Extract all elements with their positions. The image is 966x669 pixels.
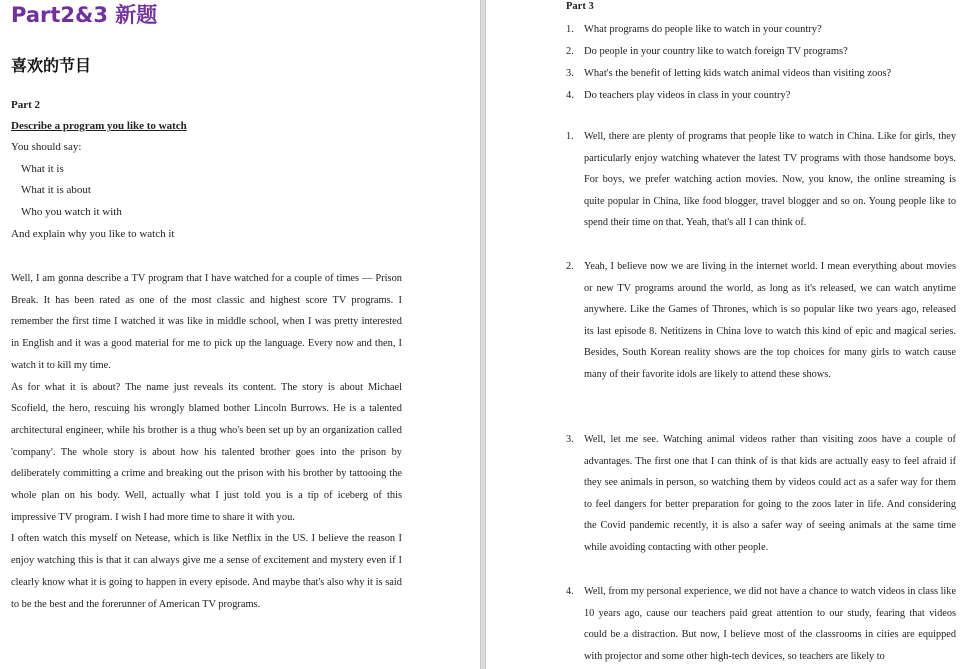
part3-answer-4 [566,581,956,667]
question-text: What programs do people like to watch in your country? [584,24,822,35]
list-item [566,63,956,85]
cue-line: What it is about [21,184,91,196]
list-item [566,19,956,41]
part3-question-list [566,19,956,107]
answer-number: 3. [566,434,574,445]
question-text: Do teachers play videos in class in your country? [584,90,791,101]
answer-text: Well, let me see. Watching animal videos rather than visiting zoos have a couple of advantages. The first one that I can think of is that kids are actually easy to feel afraid if they see animals in person, so watching them by videos could act as a safer way for them to feel dangers for better preparation for going to the zoos later in life. And considering the Covid pandemic recently, it is also a safer way of seeing animals at the same time while avoiding contacting with other people. [584,434,956,553]
question-number: 1. [566,24,574,35]
question-number: 3. [566,68,574,79]
answer-number: 2. [566,261,574,272]
part2-answer [11,268,402,615]
answer-text: Well, there are plenty of programs that people like to watch in China. Like for girls, they particularly enjoy watching whatever the latest TV programs with those handsome boys. For boys, we prefer watching action movies. Now, you know, the online streaming is quite popular in China, like food blogger, travel blogger and so on. Young people like to spend their time on that. Yeah, that's all I can think of. [584,131,956,229]
answer-paragraph: I often watch this myself on Netease, which is like Netflix in the US. I believe the reason I enjoy watching this is that it can always give me a sense of excitement and mystery even if I clearly know what it is going to happen in every episode. And maybe that's also why it is said to be the best and the forerunner of American TV programs. [11,533,402,610]
answer-number: 4. [566,586,574,597]
answer-text: Yeah, I believe now we are living in the internet world. I mean everything about movies or new TV programs around the world, as long as it's released, we can watch anytime anywhere. Like the Games of Thrones, which is so popular like two years ago, released its last episode 8. Netitizens in China love to watch this kind of epic and magical series. Besides, South Korean reality shows are the top choices for many girls to watch cause many of their favorite idols are likely to attend these shows. [584,261,956,380]
part3-answer-1 [566,126,956,234]
question-text: Do people in your country like to watch foreign TV programs? [584,46,848,57]
list-item [566,41,956,63]
question-number: 4. [566,90,574,101]
part3-answer-2 [566,256,956,386]
cue-line: You should say: [11,141,82,153]
answer-paragraph: As for what it is about? The name just reveals its content. The story is about Michael Scofield, the hero, rescuing his wrongly blamed bother Lincoln Burrows. He is a talented architectural engineer, while his brother is a thug who's been set up by an organization called 'company'. The whole story is about how his talented brother goes into the prison by deliberately committing a crime and breaking out the prison with his brother by tattooing the whole plan on his body. Well, actually what I just told you is a tip of iceberg of this impressive TV program. I wish I had more time to share it with you. [11,381,402,523]
section-title: 喜欢的节目 [11,56,92,75]
document-page-left [0,0,480,669]
document-page-right [486,0,966,669]
cue-line: Who you watch it with [21,206,122,218]
answer-number: 1. [566,131,574,142]
part2-label: Part 2 [11,99,41,111]
question-text: What's the benefit of letting kids watch animal videos than visiting zoos? [584,68,892,79]
cue-card-title: Describe a program you like to watch [11,120,187,132]
document-title: Part2&3 新题 [11,3,158,27]
answer-text: Well, from my personal experience, we did not have a chance to watch videos in class like 10 years ago, cause our teachers paid great attention to our study, fearing that videos could be a distraction. But now, I believe most of the classrooms in cities are equipped with projector and some other high-tech devices, so teachers are likely to [584,586,957,662]
part3-answer-3 [566,429,956,559]
cue-line: What it is [21,163,64,175]
list-item [566,85,956,107]
cue-line: And explain why you like to watch it [11,228,175,240]
part3-label: Part 3 [566,1,594,12]
question-number: 2. [566,46,574,57]
answer-paragraph: Well, I am gonna describe a TV program that I have watched for a couple of times — Prison Break. It has been rated as one of the most classic and highest score TV programs. I remember the first time I watched it was like in middle school, when I was pretty interested in English and it was a good material for me to pick up the language. Every now and then, I watch it to kill my time. [11,273,402,371]
